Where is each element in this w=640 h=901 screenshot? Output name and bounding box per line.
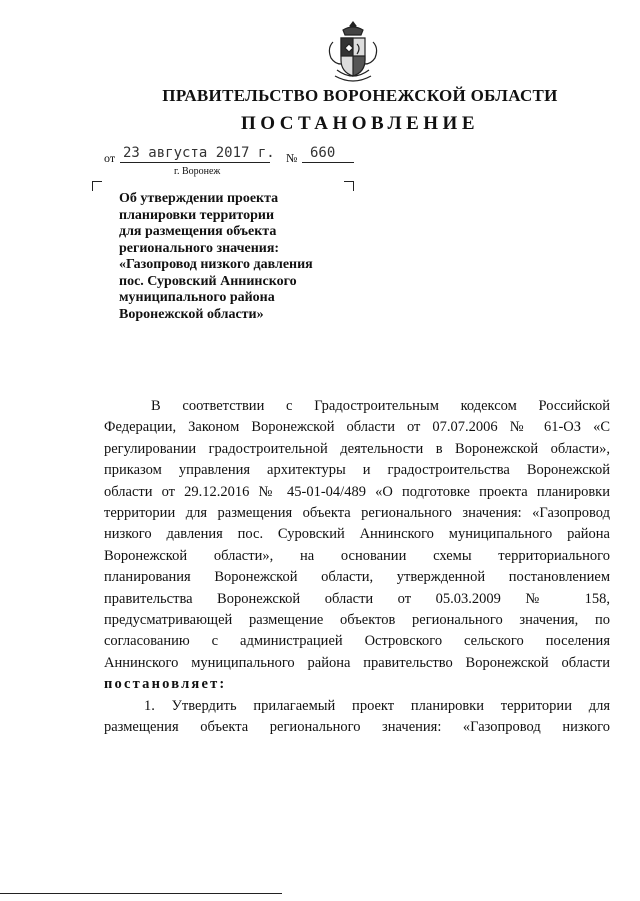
subject-line: Об утверждении проекта: [119, 191, 279, 206]
subject-line: муниципального района: [119, 290, 275, 305]
body-line: регулировании градостроительной деятельности в Воронежской области»,: [104, 440, 610, 457]
body-line: области от 29.12.2016 № 45-01-04/489 «О подготовке проекта планировки: [104, 483, 610, 500]
subject-line: регионального значения:: [119, 240, 280, 256]
date-prefix: от: [104, 151, 116, 165]
document-type: ПОСТАНОВЛЕНИЕ: [240, 113, 480, 134]
body-line: предусматривающей размещение объектов регионального значения, по: [104, 612, 610, 629]
subject-line: планировки территории: [119, 207, 275, 223]
body-line: Воронежской области», на основании схемы территориального: [104, 547, 610, 564]
corner-bracket-right: [344, 181, 354, 191]
city-label: г. Воронеж: [174, 166, 221, 177]
subject-line: Воронежской области»: [119, 306, 264, 322]
document-number: 660: [310, 145, 336, 161]
corner-bracket-left: [92, 181, 102, 191]
item-line: 1. Утвердить прилагаемый проект планировки территории для: [144, 697, 610, 714]
page-bottom-rule: [0, 893, 282, 894]
body-line: правительства Воронежской области от 05.03.2009 № 158,: [104, 590, 610, 607]
body-line: Аннинского муниципального района правительство Воронежской области: [104, 654, 610, 671]
body-line: низкого давления пос. Суровский Аннинского муниципального района: [104, 526, 610, 543]
resolves-word: постановляет:: [104, 676, 227, 693]
number-underline: [302, 162, 354, 163]
date-underline: [120, 162, 270, 163]
registration-row: [104, 145, 364, 167]
body-line: В соответствии с Градостроительным кодексом Российской: [151, 398, 610, 414]
subject-line: для размещения объекта: [119, 224, 277, 239]
subject-line: «Газопровод низкого давления: [119, 257, 313, 272]
government-title: ПРАВИТЕЛЬСТВО ВОРОНЕЖСКОЙ ОБЛАСТИ: [162, 86, 558, 105]
document-subject: [119, 191, 354, 323]
item-line: размещения объекта регионального значения: «Газопровод низкого: [104, 719, 610, 736]
body-line: согласованию с администрацией Островского сельского поселения: [104, 633, 610, 650]
body-line: территории для размещения объекта регионального значения: «Газопровод: [104, 505, 610, 522]
subject-line: пос. Суровский Аннинского: [119, 273, 297, 289]
body-line: приказом управления архитектуры и градостроительства Воронежской: [104, 462, 610, 479]
body-line: Федерации, Законом Воронежской области от 07.07.2006 № 61-ОЗ «С: [104, 419, 610, 436]
body-line: планирования Воронежской области, утвержденной постановлением: [104, 569, 610, 586]
document-body: [104, 396, 610, 739]
number-prefix: №: [286, 151, 298, 165]
coat-of-arms-icon: [327, 20, 379, 86]
document-date: 23 августа 2017 г.: [123, 145, 275, 161]
